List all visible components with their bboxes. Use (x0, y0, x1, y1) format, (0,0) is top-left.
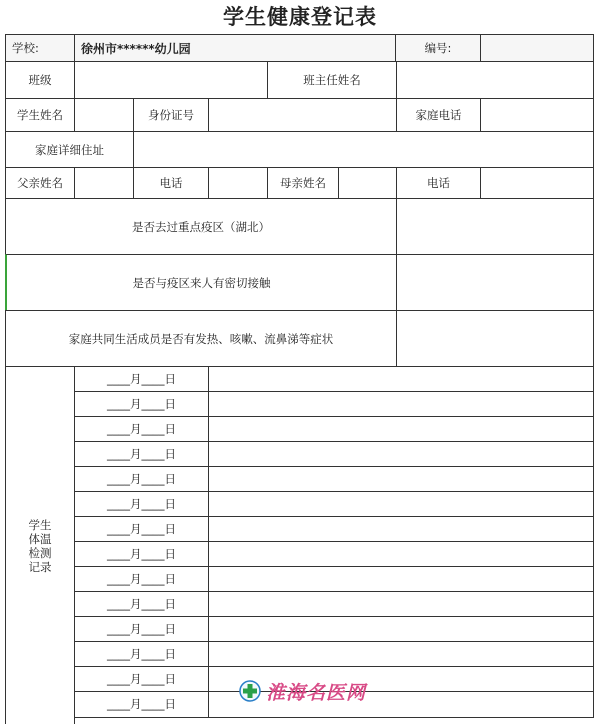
temperature-value-cell[interactable] (208, 516, 594, 543)
father-phone-value-cell[interactable] (208, 167, 268, 199)
temperature-date-cell[interactable]: ____月____日 (74, 541, 209, 568)
head-teacher-label: 班主任姓名 (267, 61, 397, 99)
temperature-value-cell[interactable] (208, 466, 594, 493)
temperature-date-cell[interactable]: ____月____日 (74, 466, 209, 493)
mother-phone-value-cell[interactable] (480, 167, 594, 199)
temperature-value-cell[interactable] (208, 441, 594, 468)
father-phone-label: 电话 (133, 167, 209, 199)
student-name-value-cell[interactable] (74, 98, 134, 132)
question-contact-label: 是否与疫区来人有密切接触 (5, 254, 397, 311)
temperature-value-cell[interactable] (208, 591, 594, 618)
temperature-date-cell[interactable]: ____月____日 (74, 441, 209, 468)
form-title: 学生健康登记表 (223, 5, 377, 29)
question-symptoms-answer-cell[interactable] (396, 310, 594, 367)
head-teacher-value-cell[interactable] (396, 61, 594, 99)
school-value: 徐州市******幼儿园 (74, 34, 396, 62)
temperature-date-cell[interactable]: ____月____日 (74, 641, 209, 668)
temperature-date-cell[interactable]: ____月____日 (74, 516, 209, 543)
temperature-date-cell[interactable]: ____月____日 (74, 391, 209, 418)
question-visited-answer-cell[interactable] (396, 198, 594, 255)
temperature-date-cell[interactable]: ____月____日 (74, 566, 209, 593)
id-number-label: 身份证号 (133, 98, 209, 132)
watermark-text: 淮海名医网 (266, 681, 367, 704)
temperature-date-cell[interactable]: ____月____日 (74, 491, 209, 518)
temperature-record-label (5, 366, 75, 724)
temperature-date-cell[interactable]: ____月____日 (74, 691, 209, 718)
temperature-value-cell[interactable] (208, 541, 594, 568)
number-value-cell[interactable] (480, 34, 594, 62)
home-phone-label: 家庭电话 (396, 98, 481, 132)
home-phone-value-cell[interactable] (480, 98, 594, 132)
temperature-date-cell[interactable]: ____月____日 (74, 616, 209, 643)
temperature-value-cell[interactable] (208, 416, 594, 443)
mother-name-label: 母亲姓名 (267, 167, 339, 199)
school-label: 学校: (5, 34, 75, 62)
question-symptoms-label: 家庭共同生活成员是否有发热、咳嗽、流鼻涕等症状 (5, 310, 397, 367)
address-label: 家庭详细住址 (5, 131, 134, 168)
mother-phone-label: 电话 (396, 167, 481, 199)
father-name-value-cell[interactable] (74, 167, 134, 199)
temperature-value-cell[interactable] (208, 641, 594, 668)
watermark (238, 676, 366, 706)
id-number-value-cell[interactable] (208, 98, 397, 132)
temperature-value-cell[interactable] (208, 566, 594, 593)
medical-cross-icon (238, 679, 262, 703)
temperature-date-cell[interactable]: ____月____日 (74, 666, 209, 693)
student-name-label: 学生姓名 (5, 98, 75, 132)
temperature-value-cell[interactable] (208, 391, 594, 418)
class-value-cell[interactable] (74, 61, 268, 99)
question-visited-label: 是否去过重点疫区（湖北） (5, 198, 397, 255)
temperature-date-cell[interactable]: ____月____日 (74, 416, 209, 443)
class-label: 班级 (5, 61, 75, 99)
temperature-value-cell[interactable] (208, 491, 594, 518)
temperature-value-cell[interactable] (208, 616, 594, 643)
mother-name-value-cell[interactable] (338, 167, 397, 199)
father-name-label: 父亲姓名 (5, 167, 75, 199)
temperature-date-cell[interactable]: ____月____日 (74, 366, 209, 393)
temperature-date-cell[interactable]: ____月____日 (74, 591, 209, 618)
question-contact-answer-cell[interactable] (396, 254, 594, 311)
temperature-value-cell[interactable] (208, 366, 594, 393)
number-label: 编号: (395, 34, 481, 62)
temperature-record-text: 学生体温检测记录 (28, 517, 52, 574)
address-value-cell[interactable] (133, 131, 594, 168)
